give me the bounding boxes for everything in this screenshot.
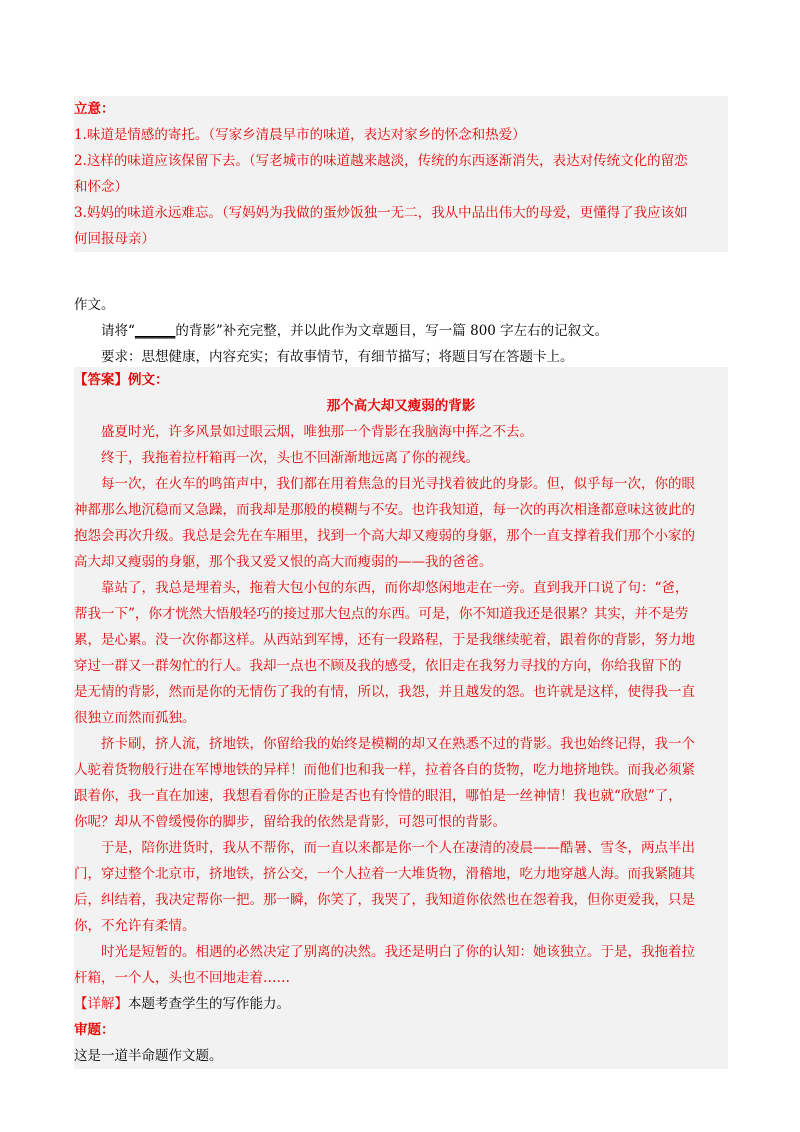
instruction-post: 的背影”补充完整，并以此作为文章题目，写一篇 800 字左右的记叙文。 bbox=[175, 323, 609, 339]
task-requirements: 要求：思想健康，内容充实；有故事情节，有细节描写；将题目写在答题卡上。 bbox=[101, 349, 574, 365]
essay-line: 穿过一群又一群匆忙的行人。我却一点也不顾及我的感受，依旧走在我努力寻找的方向，你给我留下的 bbox=[74, 658, 682, 674]
essay-line: 靠站了，我总是埋着头，拖着大包小包的东西，而你却悠闲地走在一旁。直到我开口说了句：“爸， bbox=[101, 580, 689, 596]
essay-line: 很独立而然而孤独。 bbox=[74, 710, 196, 726]
answer-label: 【答案】例文： bbox=[74, 372, 169, 388]
detail-text: 本题考查学生的写作能力。 bbox=[128, 996, 290, 1012]
essay-line: 是无情的背影，然而是你的无情伤了我的有情，所以，我怨，并且越发的怨。也许就是这样，使得我一直 bbox=[74, 684, 695, 700]
liyi-line: 2.这样的味道应该保留下去。（写老城市的味道越来越淡，传统的东西逐渐消失，表达对传统文化的留恋 bbox=[74, 153, 688, 169]
instruction-pre: 请将“ bbox=[101, 323, 135, 339]
detail-line bbox=[74, 991, 728, 1017]
liyi-line: 3.妈妈的味道永远难忘。（写妈妈为我做的蛋炒饭独一无二，我从中品出伟大的母爱，更懂得了我应该如 bbox=[74, 205, 688, 221]
essay-line: 高大却又瘦弱的身躯，那个我又爱又恨的高大而瘦弱的——我的爸爸。 bbox=[74, 554, 493, 570]
essay-line: 时光是短暂的。相遇的必然决定了别离的决然。我还是明白了你的认知：她该独立。于是，我拖着拉 bbox=[101, 944, 695, 960]
liyi-line: 何回报母亲） bbox=[74, 231, 155, 247]
answer-section bbox=[74, 367, 728, 1069]
essay-line: 盛夏时光，许多风景如过眼云烟，唯独那一个背影在我脑海中挥之不去。 bbox=[101, 424, 533, 440]
essay-line: 终于，我拖着拉杆箱再一次，头也不回渐渐地远离了你的视线。 bbox=[101, 450, 479, 466]
essay-line: 于是，陪你进货时，我从不帮你，而一直以来都是你一个人在凄清的凌晨——酷暑、雪冬，两点半出 bbox=[101, 840, 695, 856]
essay-line: 累，是心累。没一次你都这样。从西站到军博，还有一段路程，于是我继续驼着，跟着你的背影，努力地 bbox=[74, 632, 695, 648]
essay-line: 后，纠结着，我决定帮你一把。那一瞬，你笑了，我哭了，我知道你依然也在怨着我，但你更爱我，只是 bbox=[74, 892, 695, 908]
essay-line: 神都那么地沉稳而又急躁，而我却是那般的模糊与不安。也许我知道，每一次的再次相逢都意味这彼此的 bbox=[74, 502, 695, 518]
essay-line: 跟着你，我一直在加速，我想看看你的正脸是否也有怜惜的眼泪，哪怕是一丝神情！我也就“欣慰”了， bbox=[74, 788, 682, 804]
liyi-line: 和怀念） bbox=[74, 179, 128, 195]
essay-line: 挤卡刷，挤人流，挤地铁，你留给我的始终是模糊的却又在熟悉不过的背影。我也始终记得，我一个 bbox=[101, 736, 695, 752]
essay-line: 杆箱，一个人，头也不回地走着…… bbox=[74, 970, 290, 986]
shenti-text: 这是一道半命题作文题。 bbox=[74, 1048, 223, 1064]
detail-label: 【详解】 bbox=[74, 996, 128, 1012]
liyi-line: 1.味道是情感的寄托。（写家乡清晨早市的味道，表达对家乡的怀念和热爱） bbox=[74, 127, 526, 143]
essay-line: 人驼着货物般行进在军博地铁的异样！而他们也和我一样，拉着各自的货物，吃力地挤地铁。而我必须紧 bbox=[74, 762, 695, 778]
task-label: 作文。 bbox=[74, 297, 115, 313]
shenti-heading: 审题： bbox=[74, 1022, 115, 1038]
essay-line: 抱怨会再次升级。我总是会先在车厢里，找到一个高大却又瘦弱的身躯，那个一直支撑着我们那个小家的 bbox=[74, 528, 695, 544]
instruction-blank: ______ bbox=[134, 323, 176, 339]
essay-title: 那个高大却又瘦弱的背影 bbox=[326, 398, 476, 414]
essay-line: 帮我一下”，你才恍然大悟般轻巧的接过那大包点的东西。可是，你不知道我还是很累？其实，并不是劳 bbox=[74, 606, 689, 622]
task-instruction bbox=[74, 318, 728, 344]
essay-line: 你，不允许有柔情。 bbox=[74, 918, 196, 934]
liyi-heading: 立意： bbox=[74, 101, 115, 117]
essay-line: 你呢？却从不曾缓慢你的脚步，留给我的依然是背影，可怨可恨的背影。 bbox=[74, 814, 506, 830]
essay-line: 门，穿过整个北京市，挤地铁，挤公交，一个人拉着一大堆货物，滑稽地，吃力地穿越人海。而我紧随其 bbox=[74, 866, 695, 882]
task-section bbox=[74, 292, 728, 370]
liyi-section bbox=[74, 96, 728, 252]
essay-line: 每一次，在火车的鸣笛声中，我们都在用着焦急的目光寻找着彼此的身影。但，似乎每一次，你的眼 bbox=[101, 476, 695, 492]
